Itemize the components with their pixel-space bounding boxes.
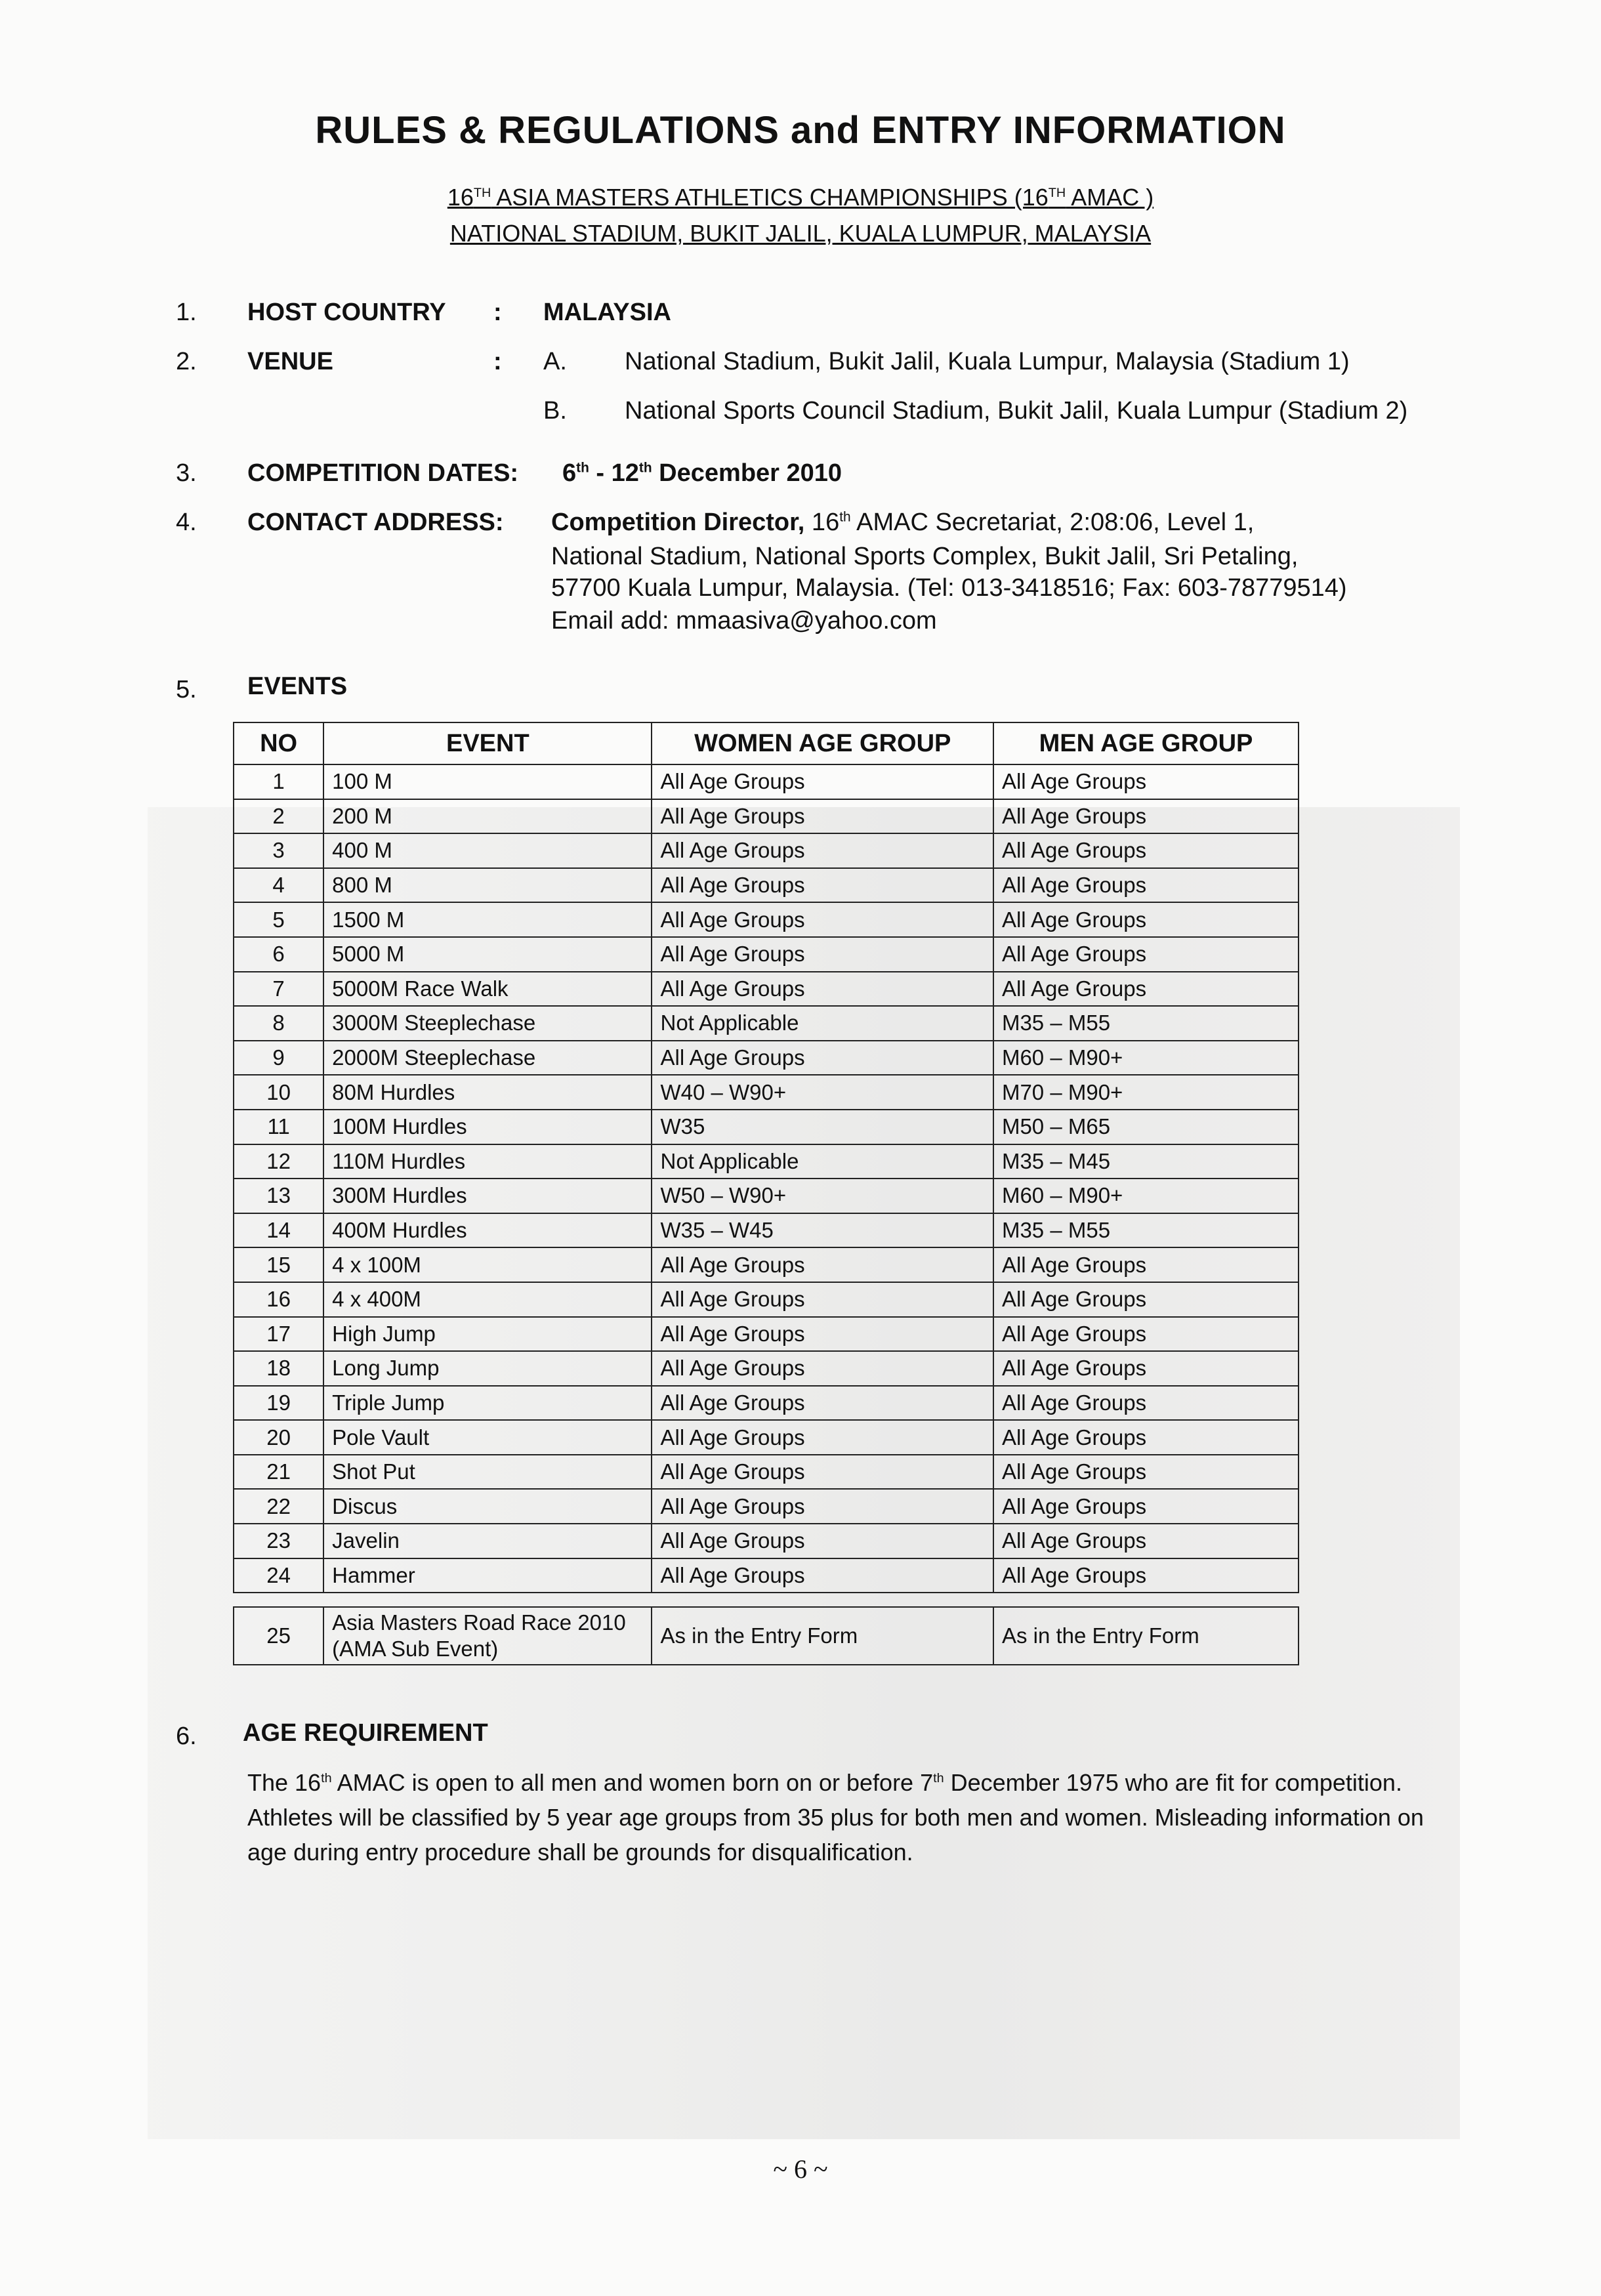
table-row xyxy=(234,764,1299,799)
table-row xyxy=(234,1489,1299,1524)
cell-event: 5000 M xyxy=(323,937,652,972)
cell-no: 5 xyxy=(234,902,323,937)
cell-men: All Age Groups xyxy=(993,799,1299,834)
events-table xyxy=(233,722,1299,1593)
cell-event: 400 M xyxy=(323,833,652,868)
events-table-body xyxy=(234,764,1299,1593)
cell-women: All Age Groups xyxy=(652,1524,993,1558)
item-number: 6. xyxy=(176,1722,197,1750)
table-row xyxy=(234,1351,1299,1386)
cell-no: 2 xyxy=(234,799,323,834)
cell-women: Not Applicable xyxy=(652,1006,993,1041)
cell-women: All Age Groups xyxy=(652,1282,993,1317)
competition-dates-label: COMPETITION DATES: xyxy=(247,459,519,487)
cell-men: All Age Groups xyxy=(993,1351,1299,1386)
table-row xyxy=(234,972,1299,1007)
cell-men: M35 – M45 xyxy=(993,1144,1299,1179)
cell-no: 14 xyxy=(234,1213,323,1248)
table-row xyxy=(234,1041,1299,1075)
page-number: ~ 6 ~ xyxy=(773,2154,828,2184)
cell-no: 22 xyxy=(234,1489,323,1524)
cell-men: All Age Groups xyxy=(993,1420,1299,1455)
table-row xyxy=(234,1110,1299,1144)
item-number: 2. xyxy=(176,348,197,375)
events-label: EVENTS xyxy=(247,673,348,700)
cell-event: 100M Hurdles xyxy=(323,1110,652,1144)
table-row xyxy=(234,1524,1299,1558)
cell-women: All Age Groups xyxy=(652,902,993,937)
table-row xyxy=(234,1420,1299,1455)
cell-women: All Age Groups xyxy=(652,1420,993,1455)
cell-event: 3000M Steeplechase xyxy=(323,1006,652,1041)
cell-no: 18 xyxy=(234,1351,323,1386)
table-row xyxy=(234,868,1299,903)
cell-event: High Jump xyxy=(323,1317,652,1352)
cell-women: W35 xyxy=(652,1110,993,1144)
cell-no: 25 xyxy=(234,1607,323,1665)
cell-men: All Age Groups xyxy=(993,1455,1299,1490)
cell-men: All Age Groups xyxy=(993,972,1299,1007)
contact-email: Email add: mmaasiva@yahoo.com xyxy=(551,607,937,635)
cell-men: All Age Groups xyxy=(993,1317,1299,1352)
cell-event: 400M Hurdles xyxy=(323,1213,652,1248)
venue-label: VENUE xyxy=(247,348,333,375)
cell-men: M35 – M55 xyxy=(993,1006,1299,1041)
cell-men: M35 – M55 xyxy=(993,1213,1299,1248)
cell-event: Pole Vault xyxy=(323,1420,652,1455)
cell-women: All Age Groups xyxy=(652,1317,993,1352)
cell-women: All Age Groups xyxy=(652,1455,993,1490)
host-country-value: MALAYSIA xyxy=(543,299,671,326)
item-number: 1. xyxy=(176,299,197,326)
cell-no: 9 xyxy=(234,1041,323,1075)
cell-men: M70 – M90+ xyxy=(993,1075,1299,1110)
cell-no: 21 xyxy=(234,1455,323,1490)
table-row xyxy=(234,937,1299,972)
table-row xyxy=(234,1455,1299,1490)
cell-women: All Age Groups xyxy=(652,764,993,799)
contact-line-3: 57700 Kuala Lumpur, Malaysia. (Tel: 013-3418516; Fax: 603-78779514) xyxy=(551,574,1347,602)
cell-no: 1 xyxy=(234,764,323,799)
table-row xyxy=(234,1317,1299,1352)
cell-women: All Age Groups xyxy=(652,937,993,972)
venue-b-text: National Sports Council Stadium, Bukit Jalil, Kuala Lumpur (Stadium 2) xyxy=(625,397,1408,425)
table-row xyxy=(234,799,1299,834)
table-row xyxy=(234,902,1299,937)
cell-event: Discus xyxy=(323,1489,652,1524)
cell-no: 7 xyxy=(234,972,323,1007)
table-row xyxy=(234,1607,1299,1665)
table-row xyxy=(234,1179,1299,1213)
cell-no: 4 xyxy=(234,868,323,903)
cell-women: All Age Groups xyxy=(652,799,993,834)
table-row xyxy=(234,1386,1299,1421)
cell-women: All Age Groups xyxy=(652,1558,993,1593)
cell-women: All Age Groups xyxy=(652,1351,993,1386)
cell-event: 4 x 400M xyxy=(323,1282,652,1317)
header-event: EVENT xyxy=(323,722,652,764)
cell-women: All Age Groups xyxy=(652,1386,993,1421)
cell-no: 3 xyxy=(234,833,323,868)
cell-women: W35 – W45 xyxy=(652,1213,993,1248)
cell-event: Hammer xyxy=(323,1558,652,1593)
item-number: 4. xyxy=(176,509,197,536)
cell-event: 5000M Race Walk xyxy=(323,972,652,1007)
road-race-table xyxy=(233,1606,1299,1665)
cell-event: Long Jump xyxy=(323,1351,652,1386)
cell-women: All Age Groups xyxy=(652,1041,993,1075)
cell-event: 300M Hurdles xyxy=(323,1179,652,1213)
table-row xyxy=(234,1247,1299,1282)
cell-men: All Age Groups xyxy=(993,1282,1299,1317)
table-row xyxy=(234,1144,1299,1179)
cell-women: All Age Groups xyxy=(652,972,993,1007)
table-row xyxy=(234,1006,1299,1041)
cell-men: M60 – M90+ xyxy=(993,1041,1299,1075)
competition-dates-value: 6th - 12th December 2010 xyxy=(562,459,842,487)
venue-a-text: National Stadium, Bukit Jalil, Kuala Lumpur, Malaysia (Stadium 1) xyxy=(625,348,1350,375)
cell-men: All Age Groups xyxy=(993,1386,1299,1421)
cell-no: 12 xyxy=(234,1144,323,1179)
table-row xyxy=(234,1213,1299,1248)
table-row xyxy=(234,1075,1299,1110)
table-row xyxy=(234,1282,1299,1317)
header-no: NO xyxy=(234,722,323,764)
cell-no: 8 xyxy=(234,1006,323,1041)
cell-event: Javelin xyxy=(323,1524,652,1558)
cell-event: 100 M xyxy=(323,764,652,799)
cell-women: As in the Entry Form xyxy=(652,1607,993,1665)
cell-event: 80M Hurdles xyxy=(323,1075,652,1110)
cell-men: As in the Entry Form xyxy=(993,1607,1299,1665)
cell-event: 2000M Steeplechase xyxy=(323,1041,652,1075)
table-row xyxy=(234,1558,1299,1593)
cell-no: 24 xyxy=(234,1558,323,1593)
cell-women: All Age Groups xyxy=(652,868,993,903)
cell-no: 10 xyxy=(234,1075,323,1110)
cell-no: 15 xyxy=(234,1247,323,1282)
cell-men: All Age Groups xyxy=(993,1489,1299,1524)
cell-no: 23 xyxy=(234,1524,323,1558)
cell-men: All Age Groups xyxy=(993,868,1299,903)
contact-line-2: National Stadium, National Sports Complex, Bukit Jalil, Sri Petaling, xyxy=(551,543,1299,570)
cell-men: M60 – M90+ xyxy=(993,1179,1299,1213)
cell-women: Not Applicable xyxy=(652,1144,993,1179)
cell-women: W50 – W90+ xyxy=(652,1179,993,1213)
age-requirement-label: AGE REQUIREMENT xyxy=(243,1719,488,1747)
cell-men: M50 – M65 xyxy=(993,1110,1299,1144)
cell-no: 19 xyxy=(234,1386,323,1421)
venue-b-letter: B. xyxy=(543,397,567,425)
cell-no: 13 xyxy=(234,1179,323,1213)
cell-event: Asia Masters Road Race 2010 (AMA Sub Event) xyxy=(323,1607,652,1665)
page-title: RULES & REGULATIONS and ENTRY INFORMATION xyxy=(315,109,1286,152)
cell-men: All Age Groups xyxy=(993,764,1299,799)
cell-no: 11 xyxy=(234,1110,323,1144)
cell-men: All Age Groups xyxy=(993,1558,1299,1593)
header-men-age-group: MEN AGE GROUP xyxy=(993,722,1299,764)
venue-a-letter: A. xyxy=(543,348,567,375)
cell-event: 800 M xyxy=(323,868,652,903)
cell-event: 4 x 100M xyxy=(323,1247,652,1282)
cell-women: All Age Groups xyxy=(652,1247,993,1282)
cell-event: 1500 M xyxy=(323,902,652,937)
venue-subtitle: NATIONAL STADIUM, BUKIT JALIL, KUALA LUMPUR, MALAYSIA xyxy=(449,220,1152,247)
cell-women: W40 – W90+ xyxy=(652,1075,993,1110)
colon: : xyxy=(493,348,502,375)
age-requirement-paragraph: The 16th AMAC is open to all men and women born on or before 7th December 1975 who are fit for competition. Athletes will be classified by 5 year age groups from 35 plus for both men and women. Misleading information on age during entry procedure shall be grounds for disqualification. xyxy=(247,1769,1424,1866)
cell-men: All Age Groups xyxy=(993,833,1299,868)
table-header-row xyxy=(234,722,1299,764)
cell-men: All Age Groups xyxy=(993,902,1299,937)
header-women-age-group: WOMEN AGE GROUP xyxy=(652,722,993,764)
cell-event: 110M Hurdles xyxy=(323,1144,652,1179)
cell-event: 200 M xyxy=(323,799,652,834)
cell-no: 6 xyxy=(234,937,323,972)
cell-men: All Age Groups xyxy=(993,1247,1299,1282)
item-number: 3. xyxy=(176,459,197,487)
cell-men: All Age Groups xyxy=(993,937,1299,972)
cell-men: All Age Groups xyxy=(993,1524,1299,1558)
colon: : xyxy=(493,299,502,326)
cell-no: 20 xyxy=(234,1420,323,1455)
host-country-label: HOST COUNTRY xyxy=(247,299,446,326)
table-row xyxy=(234,833,1299,868)
cell-no: 17 xyxy=(234,1317,323,1352)
cell-event: Triple Jump xyxy=(323,1386,652,1421)
cell-women: All Age Groups xyxy=(652,1489,993,1524)
item-number: 5. xyxy=(176,676,197,703)
contact-address-label: CONTACT ADDRESS: xyxy=(247,509,504,536)
contact-line-1: Competition Director, 16th AMAC Secretariat, 2:08:06, Level 1, xyxy=(551,509,1255,536)
cell-no: 16 xyxy=(234,1282,323,1317)
championship-subtitle: 16TH ASIA MASTERS ATHLETICS CHAMPIONSHIPS (16TH AMAC ) xyxy=(447,184,1154,211)
cell-women: All Age Groups xyxy=(652,833,993,868)
cell-event: Shot Put xyxy=(323,1455,652,1490)
